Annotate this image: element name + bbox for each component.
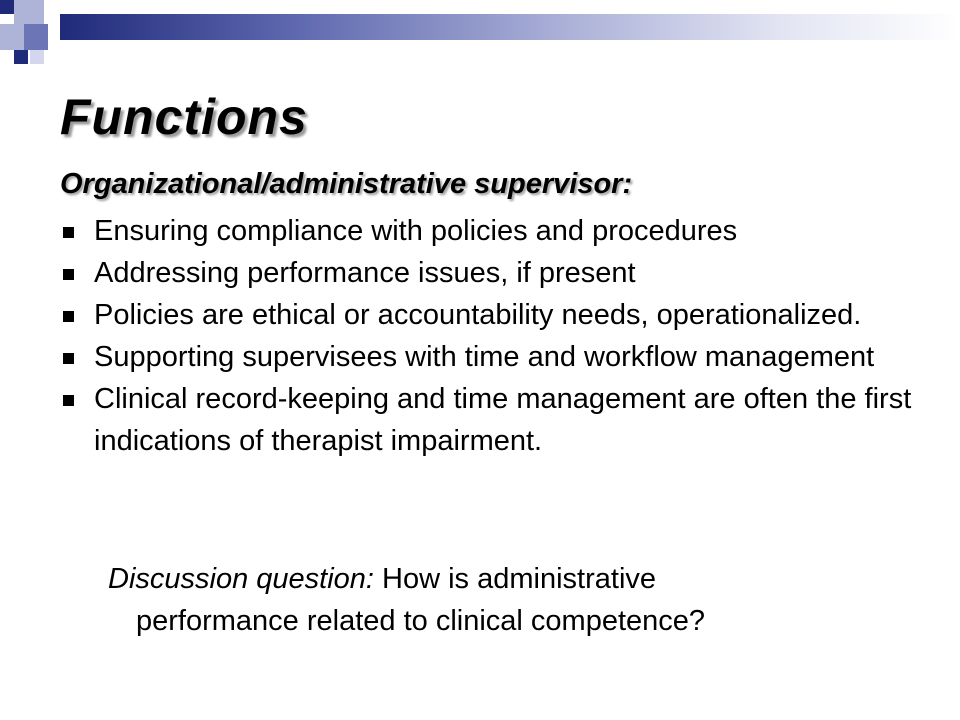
discussion-line-1: How is administrative [373,563,657,595]
bullet-list [60,210,940,462]
square-bullet-icon [63,227,74,238]
corner-square-light [14,0,44,24]
square-bullet-icon [63,395,74,406]
slide-title: Functions [60,89,308,145]
discussion-question [108,558,928,642]
list-item [60,210,940,252]
square-bullet-icon [63,311,74,322]
list-item [60,294,940,336]
corner-square-light [0,24,24,50]
square-bullet-icon [63,353,74,364]
list-item [60,336,940,378]
section-subtitle: Organizational/administrative supervisor: [60,168,633,200]
list-item [60,252,940,294]
corner-square-pale [30,50,44,64]
list-item-text: Addressing performance issues, if present [94,257,636,289]
corner-square-dark [14,50,28,64]
list-item-text: Policies are ethical or accountability needs, operationalized. [94,299,862,331]
corner-square-white [44,0,58,14]
corner-square-dark [0,0,14,14]
list-item-text: Clinical record-keeping and time management are often the first indications of therapist impairment. [94,383,912,457]
discussion-label: Discussion question: [108,563,374,595]
list-item [60,378,940,462]
list-item-text: Ensuring compliance with policies and procedures [94,215,738,247]
list-item-text: Supporting supervisees with time and workflow management [94,341,875,373]
corner-square-mid [24,24,48,50]
square-bullet-icon [63,269,74,280]
header-gradient-bar [60,14,960,40]
discussion-line-2: performance related to clinical competence? [136,605,706,637]
